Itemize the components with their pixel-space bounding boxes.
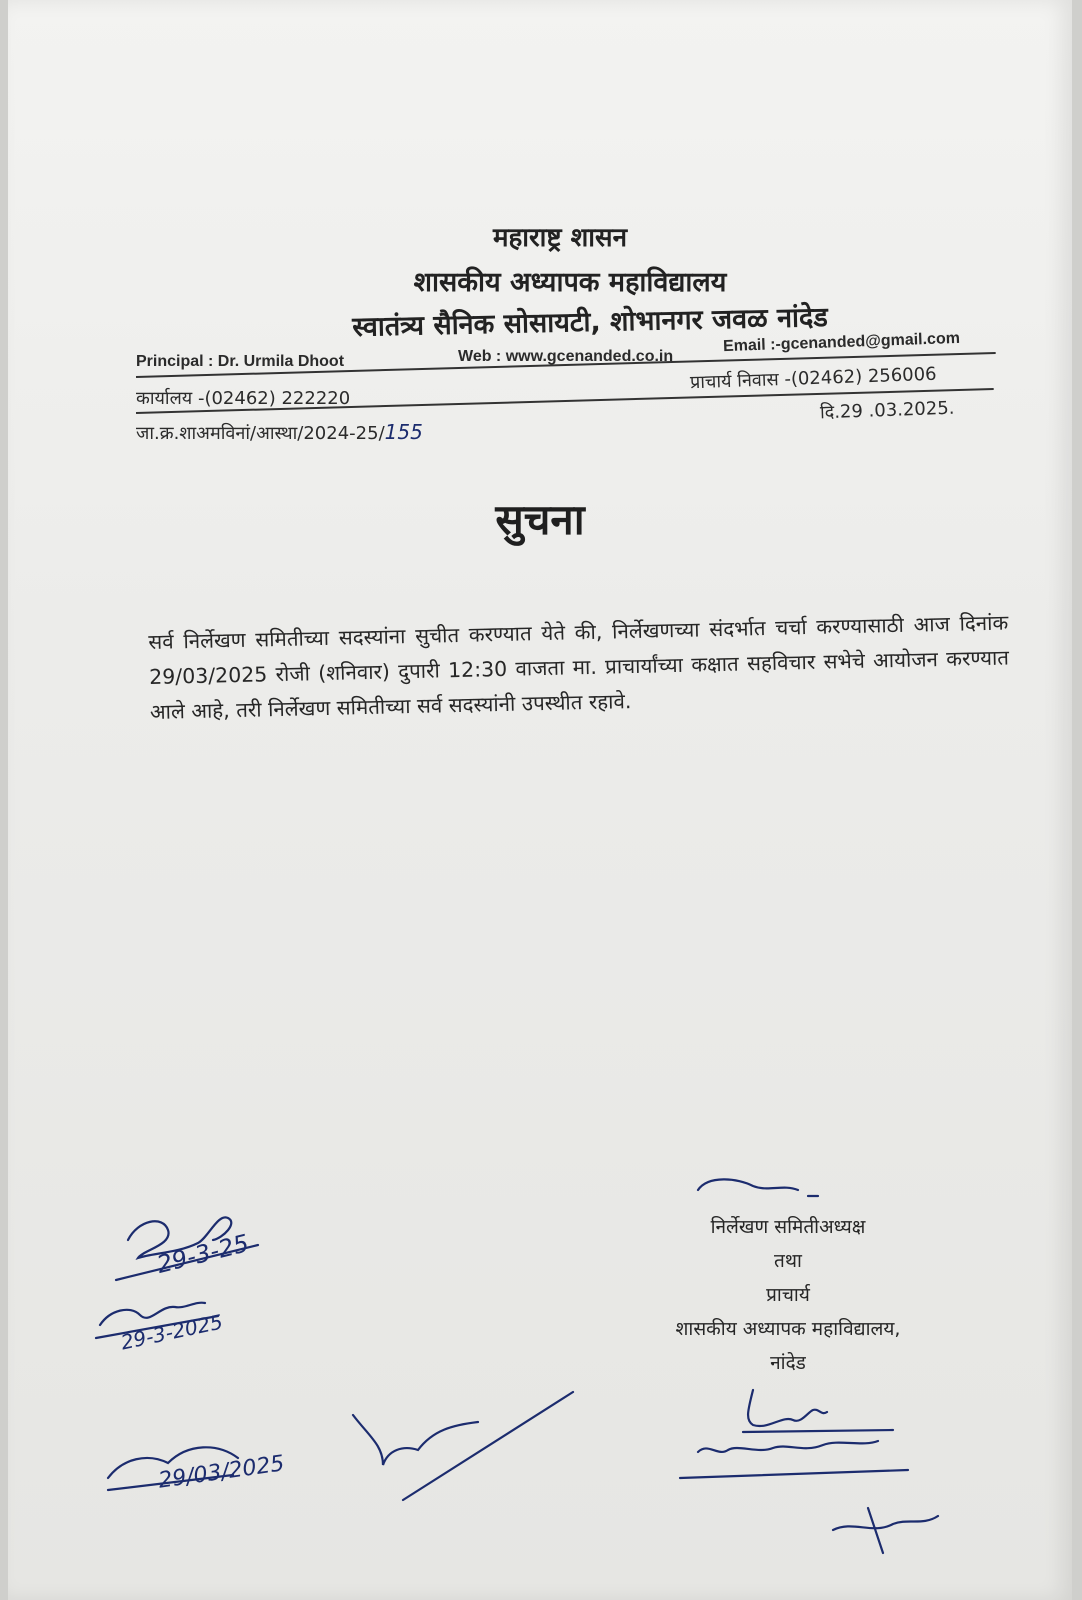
notice-date: दि.29 .03.2025. bbox=[819, 397, 955, 424]
principal-name: Principal : Dr. Urmila Dhoot bbox=[136, 353, 345, 370]
header-address: स्वातंत्र्य सैनिक सोसायटी, शोभानगर जवळ नांदेड bbox=[351, 302, 829, 343]
signatory-committee-chair: निर्लेखण समितीअध्यक्ष bbox=[710, 1216, 866, 1238]
handwritten-date-3: 29/03/2025 bbox=[156, 1451, 286, 1494]
handwritten-date-2: 29-3-2025 bbox=[118, 1309, 225, 1355]
residence-phone: प्राचार्य निवास -(02462) 256006 bbox=[689, 363, 937, 394]
document-page bbox=[8, 0, 1072, 1600]
signatory-college: शासकीय अध्यापक महाविद्यालय, bbox=[675, 1318, 901, 1340]
reference-number-printed: जा.क्र.शाअमविनां/आस्था/2024-25/ bbox=[136, 423, 385, 444]
notice-body: सर्व निर्लेखण समितीच्या सदस्यांना सुचीत करण्यात येते की, निर्लेखणच्या संदर्भात चर्चा करण्यासाठी आज दिनांक 29/03/2025 रोजी (शनिवार) दुपारी 12:30 वाजता मा. प्राचार्यांच्या कक्षात सहविचार सभेचे आयोजन करण्यात आले आहे, तरी निर्लेखण समितीच्या सर्व सदस्यांनी उपस्थीत रहावे. bbox=[148, 610, 1010, 724]
college-website: Web : www.gcenanded.co.in bbox=[458, 348, 674, 365]
header-government: महाराष्ट्र शासन bbox=[492, 223, 628, 253]
signatory-city: नांदेड bbox=[770, 1352, 806, 1374]
handwritten-signatures bbox=[8, 0, 1072, 1600]
notice-title: सुचना bbox=[495, 495, 585, 544]
signature-principal bbox=[743, 1390, 893, 1432]
signatory-principal: प्राचार्य bbox=[766, 1284, 810, 1306]
reference-number-handwritten: 155 bbox=[384, 420, 423, 444]
signature-chair-top bbox=[698, 1179, 818, 1196]
signature-middle bbox=[353, 1392, 573, 1500]
college-email: Email :-gcenanded@gmail.com bbox=[722, 329, 961, 356]
header-college-name: शासकीय अध्यापक महाविद्यालय bbox=[413, 267, 727, 298]
signatory-conjunction: तथा bbox=[774, 1250, 802, 1272]
signature-principal-note bbox=[680, 1441, 908, 1478]
handwritten-date-1: 29-3-25 bbox=[154, 1229, 252, 1279]
office-phone: कार्यालय -(02462) 222220 bbox=[136, 388, 351, 409]
signature-bottom-right bbox=[833, 1508, 938, 1553]
